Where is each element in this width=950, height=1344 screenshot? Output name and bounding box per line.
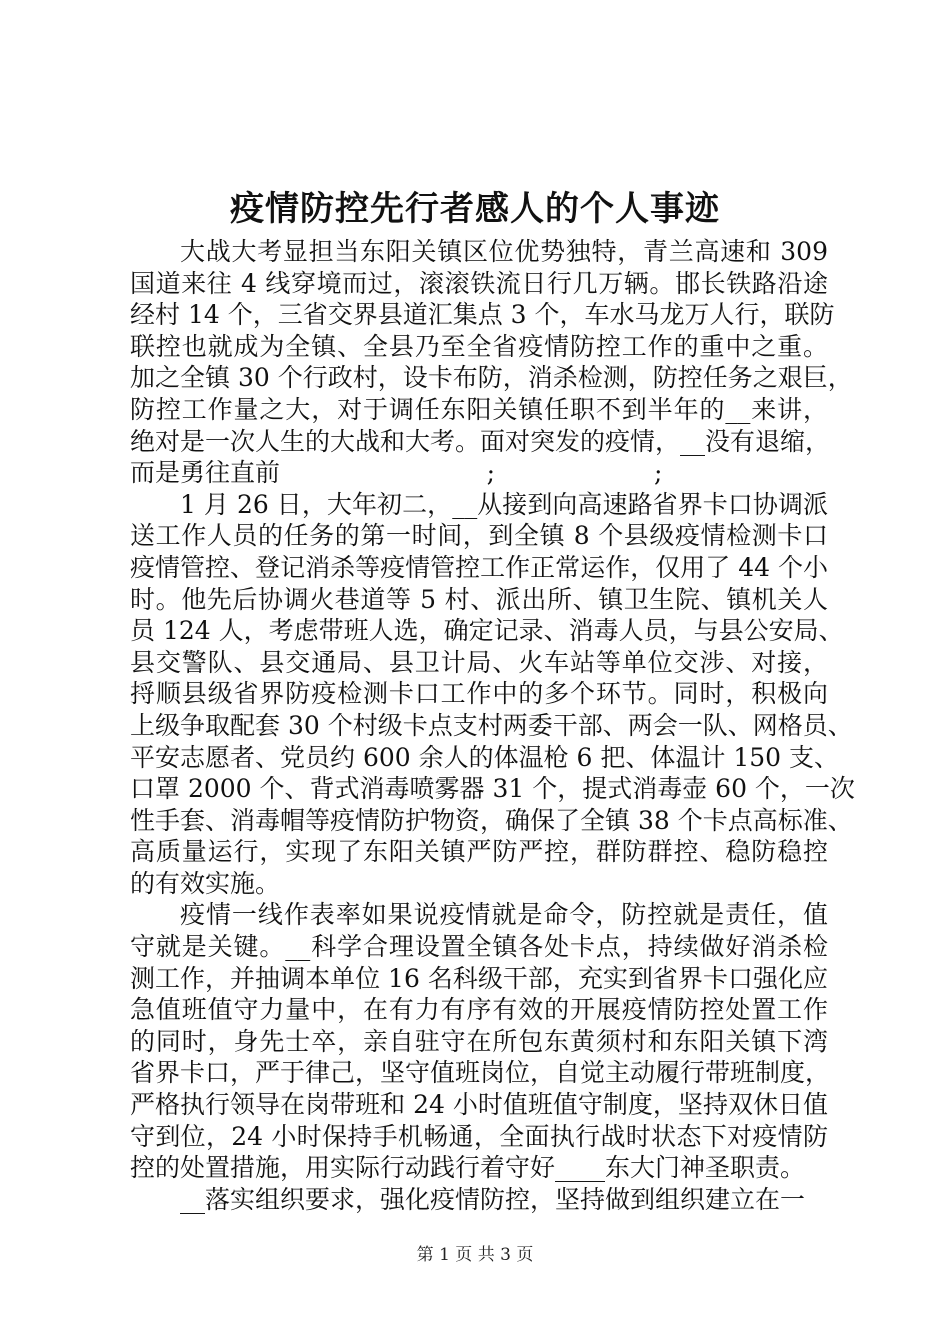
text-line: __落实组织要求，强化疫情防控，坚持做到组织建立在一 <box>180 1184 806 1214</box>
text-line: 送工作人员的任务的第一时间，到全镇 8 个县级疫情检测卡口 <box>130 521 828 551</box>
text-line: 防控工作量之大，对于调任东阳关镇任职不到半年的__来讲， <box>130 394 828 424</box>
text-line: 省界卡口，严于律己，坚守值班岗位，自觉主动履行带班制度， <box>130 1058 831 1088</box>
text-line: 性手套、消毒帽等疫情防护物资，确保了全镇 38 个卡点高标准、 <box>130 805 853 835</box>
text-line: 高质量运行，实现了东阳关镇严防严控，群防群控、稳防稳控 <box>130 837 828 867</box>
text-line: 员 124 人，考虑带班人选，确定记录、消毒人员，与县公安局、 <box>130 616 844 646</box>
text-line: 县交警队、县交通局、县卫计局、火车站等单位交涉、对接， <box>130 647 828 677</box>
text-line: 国道来往 4 线穿境而过，滚滚铁流日行几万辆。邯长铁路沿途 <box>130 268 828 298</box>
text-line: 联控也就成为全镇、全县乃至全省疫情防控工作的重中之重。 <box>130 331 828 361</box>
text-line: 加之全镇 30 个行政村，设卡布防，消杀检测，防控任务之艰巨， <box>130 363 853 393</box>
text-line: 急值班值守力量中，在有力有序有效的开展疫情防控处置工作 <box>130 995 828 1025</box>
document-title: 疫情防控先行者感人的个人事迹 <box>230 189 720 229</box>
text-line: 守到位，24 小时保持手机畅通，全面执行战时状态下对疫情防 <box>130 1121 828 1151</box>
text-line: 疫情管控、登记消杀等疫情管控工作正常运作，仅用了 44 个小 <box>130 552 828 582</box>
text-line: 口罩 2000 个、背式消毒喷雾器 31 个，提式消毒壶 60 个，一次 <box>130 774 855 804</box>
text-line: 时。他先后协调火巷道等 5 村、派出所、镇卫生院、镇机关人 <box>130 584 828 614</box>
text-line: 的同时，身先士卒，亲自驻守在所包东黄须村和东阳关镇下湾 <box>130 1026 828 1056</box>
text-line: 控的处置措施，用实际行动践行着守好____东大门神圣职责。 <box>130 1153 806 1183</box>
text-line: 绝对是一次人生的大战和大考。面对突发的疫情，__没有退缩， <box>130 426 831 456</box>
text-line: 大战大考显担当东阳关镇区位优势独特，青兰高速和 309 <box>180 237 828 266</box>
text-line: 经村 14 个，三省交界县道汇集点 3 个，车水马龙万人行，联防 <box>130 300 835 330</box>
text-line: 1 月 26 日，大年初二，__从接到向高速路省界卡口协调派 <box>180 489 828 519</box>
text-line: 捋顺县级省界防疫检测卡口工作中的多个环节。同时，积极向 <box>130 679 828 709</box>
text-line: 疫情一线作表率如果说疫情就是命令，防控就是责任，值 <box>180 900 828 930</box>
document-body <box>130 236 855 1215</box>
text-line: 而是勇往直前 ; ; <box>130 458 663 488</box>
text-line: 的有效实施。 <box>130 868 281 898</box>
text-line: 平安志愿者、党员约 600 余人的体温枪 6 把、体温计 150 支、 <box>130 742 840 772</box>
text-line: 上级争取配套 30 个村级卡点支村两委干部、两会一队、网格员、 <box>130 710 853 740</box>
text-line: 严格执行领导在岗带班和 24 小时值班值守制度，坚持双休日值 <box>130 1090 828 1120</box>
page-footer: 第 1 页 共 3 页 <box>416 1245 534 1265</box>
text-line: 测工作，并抽调本单位 16 名科级干部，充实到省界卡口强化应 <box>130 963 828 993</box>
text-line: 守就是关键。__科学合理设置全镇各处卡点，持续做好消杀检 <box>130 932 828 962</box>
